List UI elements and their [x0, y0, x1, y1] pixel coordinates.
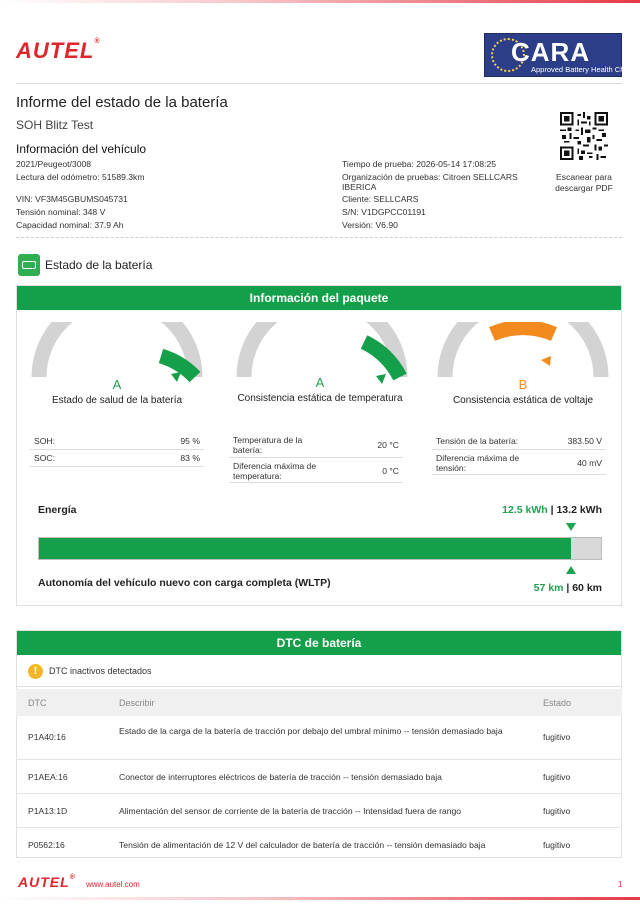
voltage-gauge-label: Consistencia estática de voltaje [452, 395, 594, 406]
car-battery-icon [18, 254, 40, 276]
autel-footer-logo: AUTEL® [18, 874, 76, 890]
info-divider [16, 237, 622, 238]
soh-gauge [31, 322, 203, 384]
test-org-cont: IBERICA [342, 182, 377, 192]
soh-table [30, 433, 204, 467]
page-number: 1 [618, 880, 623, 889]
table-row: P1A13:1D Alimentación del sensor de corriente de la batería de tracción -- Intensidad fuera de rango fugitivo [16, 794, 622, 828]
report-subtitle: SOH Blitz Test [16, 118, 94, 132]
qr-code-icon[interactable] [560, 112, 608, 160]
dtc-heading: DTC de batería [17, 631, 621, 655]
qr-caption: Escanear para descargar PDF [555, 172, 613, 193]
energy-bar-fill [39, 538, 571, 559]
dtc-table [16, 689, 622, 861]
energy-value: 12.5 kWh | 13.2 kWh [502, 504, 602, 516]
range-marker [566, 566, 576, 574]
temperature-grade: A [315, 375, 325, 390]
serial-number: S/N: V1DGPCC01191 [342, 207, 426, 217]
table-row: P1AEA:16 Conector de interruptores eléctricos de batería de tracción -- tensión demasiado baja fugitivo [16, 760, 622, 794]
column-header-status: Estado [543, 698, 572, 708]
table-row: Diferencia máxima de temperatura: 0 °C [229, 458, 403, 483]
voltage-gauge [437, 322, 609, 384]
test-org: Organización de pruebas: Citroen SELLCARS [342, 172, 518, 182]
top-accent-line [0, 0, 640, 3]
warning-icon: ! [28, 664, 43, 679]
battery-section-title: Estado de la batería [45, 258, 153, 272]
table-row: P0562:16 Tensión de alimentación de 12 V del calculador de batería de tracción -- tensión demasiado baja fugitivo [28, 840, 571, 850]
footer-url[interactable]: www.autel.com [86, 880, 140, 889]
temperature-gauge-label: Consistencia estática de temperatura [237, 393, 403, 404]
odometer: Lectura del odómetro: 51589.3km [16, 172, 145, 182]
client: Cliente: SELLCARS [342, 194, 419, 204]
nominal-voltage: Tensión nominal: 348 V [16, 207, 106, 217]
column-header-dtc: DTC [28, 698, 47, 708]
soh-gauge-label: Estado de salud de la batería [51, 395, 183, 406]
voltage-table [432, 433, 606, 475]
energy-marker [566, 523, 576, 531]
report-title: Informe del estado de la batería [16, 94, 228, 111]
dtc-table-header [16, 689, 622, 716]
vehicle-info-heading: Información del vehículo [16, 142, 147, 156]
package-info-heading: Información del paquete [17, 286, 621, 310]
energy-bar [38, 537, 602, 560]
column-header-description: Describir [119, 698, 155, 708]
table-row: SOH: 95 % [30, 433, 204, 450]
software-version: Versión: V6.90 [342, 220, 398, 230]
cara-badge [484, 33, 637, 77]
table-row: Diferencia máxima de tensión: 40 mV [432, 450, 606, 475]
test-time: Tiempo de prueba: 2026-05-14 17:08:25 [342, 159, 497, 169]
nominal-capacity: Capacidad nominal: 37.9 Ah [16, 220, 124, 230]
temperature-table [229, 433, 403, 483]
energy-label: Energía [38, 504, 77, 516]
vehicle-model: 2021/Peugeot/3008 [16, 159, 92, 169]
autel-logo: AUTEL® [16, 38, 101, 63]
cara-word: CARA [511, 37, 591, 67]
table-row: Tensión de la batería: 383.50 V [432, 433, 606, 450]
dtc-info-bar [16, 657, 622, 687]
table-row: Temperatura de la batería: 20 °C [229, 433, 403, 458]
vin: VIN: VF3M45GBUMS045731 [16, 194, 128, 204]
dtc-info-text: DTC inactivos detectados [49, 666, 152, 676]
cara-tagline: Approved Battery Health Check [531, 65, 637, 74]
bottom-accent-line [0, 897, 640, 900]
range-label: Autonomía del vehículo nuevo con carga completa (WLTP) [38, 577, 331, 589]
table-row: P1A40:16 Estado de la carga de la batería de tracción por debajo del umbral mínimo -- tensión demasiado baja fugitivo [16, 716, 622, 760]
header-divider [16, 83, 622, 84]
table-row: SOC: 83 % [30, 450, 204, 467]
voltage-grade: B [518, 377, 528, 392]
range-value: 57 km | 60 km [533, 582, 602, 594]
soh-grade: A [112, 377, 122, 392]
